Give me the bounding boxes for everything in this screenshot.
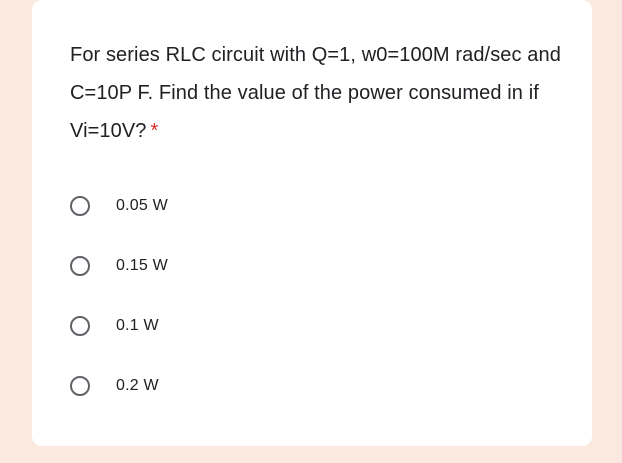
option-label: 0.05 W (116, 197, 168, 214)
question-title: For series RLC circuit with Q=1, w0=100M rad/sec and C=10P F. Find the value of the power consumed in if Vi=10V? (70, 44, 561, 142)
option-0-1-w[interactable] (70, 296, 550, 356)
option-0-15-w[interactable] (70, 236, 550, 296)
radio-button-icon[interactable] (70, 316, 90, 336)
option-label: 0.2 W (116, 377, 159, 394)
option-label: 0.15 W (116, 257, 168, 274)
question-text (70, 36, 570, 150)
answer-options (70, 176, 550, 416)
required-asterisk: * (150, 120, 159, 142)
option-label: 0.1 W (116, 317, 159, 334)
radio-button-icon[interactable] (70, 376, 90, 396)
question-card (32, 0, 592, 446)
radio-button-icon[interactable] (70, 256, 90, 276)
radio-button-icon[interactable] (70, 196, 90, 216)
option-0-2-w[interactable] (70, 356, 550, 416)
option-0-05-w[interactable] (70, 176, 550, 236)
